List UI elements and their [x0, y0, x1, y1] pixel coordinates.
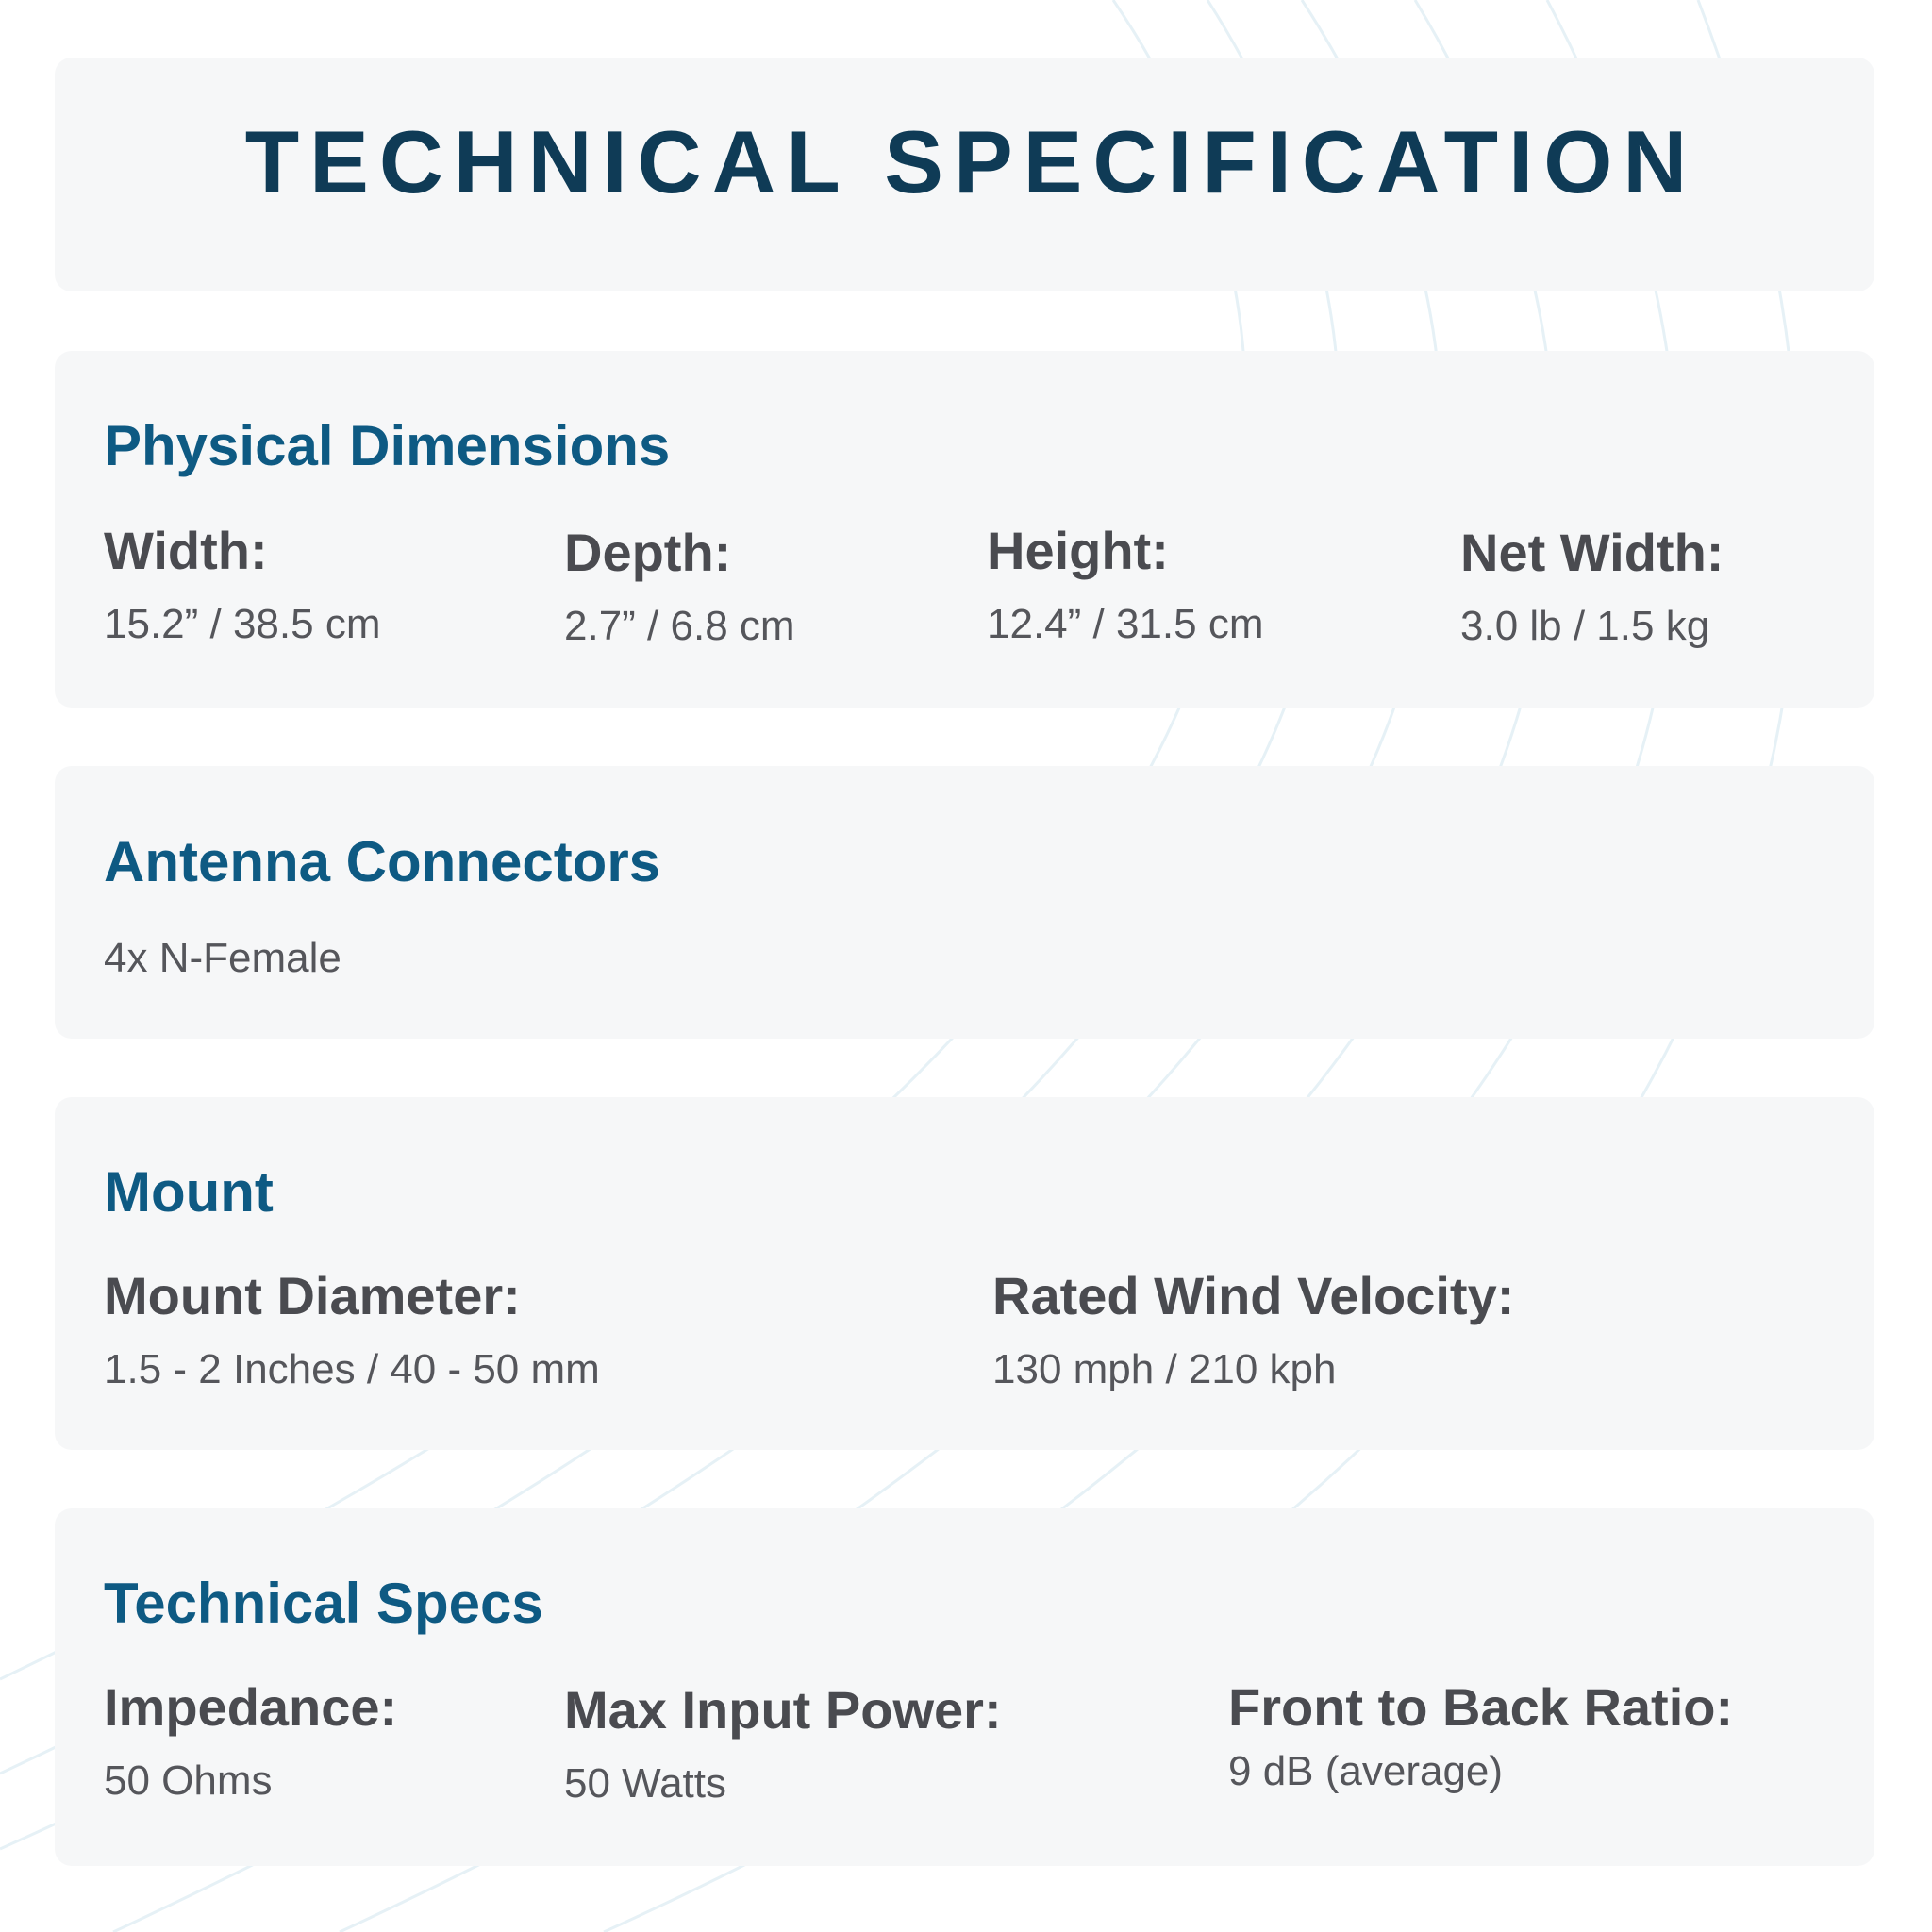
rated-wind-velocity-label: Rated Wind Velocity: — [992, 1266, 1515, 1325]
width-value: 15.2” / 38.5 cm — [104, 601, 381, 647]
physical-dimensions-title: Physical Dimensions — [104, 414, 671, 477]
max-input-power-label: Max Input Power: — [564, 1680, 1002, 1740]
net-width-value: 3.0 lb / 1.5 kg — [1460, 603, 1710, 649]
depth-value: 2.7” / 6.8 cm — [564, 603, 795, 649]
antenna-connectors-value: 4x N-Female — [104, 935, 341, 981]
front-to-back-ratio-value: 9 dB (average) — [1228, 1748, 1504, 1794]
height-value: 12.4” / 31.5 cm — [987, 601, 1264, 647]
max-input-power-value: 50 Watts — [564, 1760, 726, 1807]
width-label: Width: — [104, 521, 268, 580]
height-label: Height: — [987, 521, 1169, 580]
page-title: TECHNICAL SPECIFICATION — [244, 112, 1698, 211]
front-to-back-ratio-label: Front to Back Ratio: — [1228, 1677, 1734, 1737]
net-width-label: Net Width: — [1460, 523, 1724, 582]
technical-specs-title: Technical Specs — [104, 1572, 543, 1635]
mount-title: Mount — [104, 1160, 274, 1224]
impedance-value: 50 Ohms — [104, 1757, 273, 1804]
impedance-label: Impedance: — [104, 1677, 398, 1737]
antenna-connectors-card — [55, 766, 1874, 1039]
mount-diameter-value: 1.5 - 2 Inches / 40 - 50 mm — [104, 1346, 600, 1392]
depth-label: Depth: — [564, 523, 732, 582]
rated-wind-velocity-value: 130 mph / 210 kph — [992, 1346, 1337, 1392]
antenna-connectors-title: Antenna Connectors — [104, 830, 661, 893]
mount-diameter-label: Mount Diameter: — [104, 1266, 521, 1325]
